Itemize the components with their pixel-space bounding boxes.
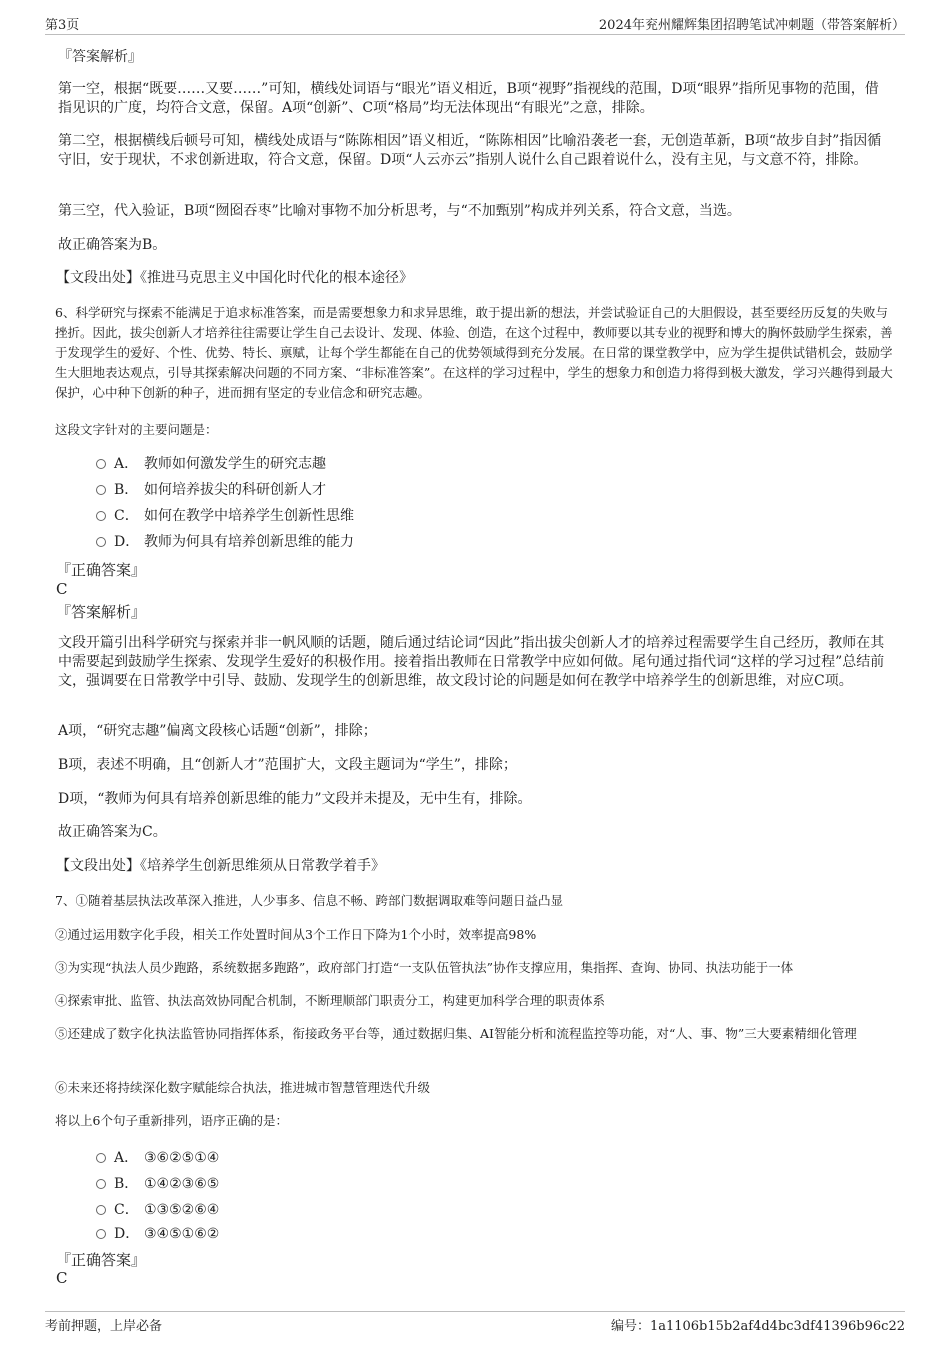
document-id: 编号：1a1106b15b2af4d4bc3df41396b96c22 xyxy=(610,1319,905,1334)
sentence-4: ④探索审批、监管、执法高效协同配合机制，不断理顺部门职责分工，构建更加科学合理的职责体系 xyxy=(55,993,606,1008)
option-a[interactable]: A． ③⑥②⑤①④ xyxy=(96,1148,219,1168)
analysis-label: 『答案解析』 xyxy=(58,49,142,65)
analysis-paragraph: 第三空，代入验证，B项“囫囵吞枣”比喻对事物不加分析思考，与“不加甄别”构成并列关系，符合文意，当选。 xyxy=(58,203,741,219)
radio-icon[interactable] xyxy=(96,537,106,547)
analysis-note-a: A项，“研究志趣”偏离文段核心话题“创新”，排除； xyxy=(58,723,377,739)
correct-answer: C xyxy=(56,580,68,598)
radio-icon[interactable] xyxy=(96,459,106,469)
option-b[interactable]: B． ①④②③⑥⑤ xyxy=(96,1174,219,1194)
analysis-note-b: B项，表述不明确，且“创新人才”范围扩大，文段主题词为“学生”，排除； xyxy=(58,757,517,773)
sentence-1: 7、①随着基层执法改革深入推进，人少事多、信息不畅、跨部门数据调取难等问题日益凸显 xyxy=(55,893,563,908)
correct-answer-label: 『正确答案』 xyxy=(56,1251,147,1269)
radio-icon[interactable] xyxy=(96,1205,106,1215)
option-d[interactable]: D． 教师为何具有培养创新思维的能力 xyxy=(96,532,354,552)
correct-answer-label: 『正确答案』 xyxy=(56,561,147,579)
correct-answer: C xyxy=(56,1269,68,1287)
conclusion: 故正确答案为B。 xyxy=(58,237,167,253)
conclusion: 故正确答案为C。 xyxy=(58,824,167,840)
sentence-3: ③为实现“执法人员少跑路，系统数据多跑路”，政府部门打造“一支队伍管执法”协作支撑应用，集指挥、查询、协同、执法功能于一体 xyxy=(55,960,794,975)
source-note: 【文段出处】《推进马克思主义中国化时代化的根本途径》 xyxy=(56,270,413,286)
page-header xyxy=(45,12,905,35)
question-prompt: 将以上6个句子重新排列，语序正确的是： xyxy=(55,1113,288,1128)
analysis-paragraph: 文段开篇引出科学研究与探索并非一帆风顺的话题，随后通过结论词“因此”指出拔尖创新人才的培养过程需要学生自己经历，教师在其中需要起到鼓励学生探索、发现学生爱好的积极作用。接着指出教师在日常教学中应如何做。尾句通过指代词“这样的学习过程”总结前文，强调要在日常教学中引导、鼓励、发现学生的创新思维，故文段讨论的问题是如何在教学中培养学生的创新思维，对应C项。 xyxy=(58,635,885,689)
sentence-2: ②通过运用数字化手段，相关工作处置时间从3个工作日下降为1个小时，效率提高98% xyxy=(55,927,537,942)
radio-icon[interactable] xyxy=(96,1229,106,1239)
radio-icon[interactable] xyxy=(96,511,106,521)
sentence-6: ⑥未来还将持续深化数字赋能综合执法，推进城市智慧管理迭代升级 xyxy=(55,1080,431,1095)
option-c[interactable]: C． ①③⑤②⑥④ xyxy=(96,1200,219,1220)
analysis-paragraph: 第二空，根据横线后顿号可知，横线处成语与“陈陈相因”语义相近，“陈陈相因”比喻沿袭老一套，无创造革新，B项“故步自封”指因循守旧，安于现状，不求创新进取，符合文意，保留。D项“人云亦云”指别人说什么自己跟着说什么，没有主见，与文意不符，排除。 xyxy=(58,133,882,168)
footer-slogan: 考前押题，上岸必备 xyxy=(45,1319,163,1334)
analysis-note-d: D项，“教师为何具有培养创新思维的能力”文段并未提及，无中生有，排除。 xyxy=(58,791,532,807)
analysis-label: 『答案解析』 xyxy=(56,603,147,621)
document-title: 2024年兖州耀辉集团招聘笔试冲刺题（带答案解析） xyxy=(598,18,905,33)
radio-icon[interactable] xyxy=(96,1153,106,1163)
analysis-paragraph: 第一空，根据“既要……又要……”可知，横线处词语与“眼光”语义相近，B项“视野”指视线的范围，D项“眼界”指所见事物的范围，借指见识的广度，均符合文意，保留。A项“创新”、C项“格局”均无法体现出“有眼光”之意，排除。 xyxy=(58,81,879,116)
page-number: 第3页 xyxy=(45,18,80,33)
option-d[interactable]: D． ③④⑤①⑥② xyxy=(96,1224,219,1244)
question-prompt: 这段文字针对的主要问题是： xyxy=(55,422,218,437)
radio-icon[interactable] xyxy=(96,485,106,495)
option-b[interactable]: B． 如何培养拔尖的科研创新人才 xyxy=(96,480,326,500)
radio-icon[interactable] xyxy=(96,1179,106,1189)
source-note: 【文段出处】《培养学生创新思维须从日常教学着手》 xyxy=(56,858,385,874)
option-c[interactable]: C． 如何在教学中培养学生创新性思维 xyxy=(96,506,354,526)
option-a[interactable]: A． 教师如何激发学生的研究志趣 xyxy=(96,454,326,474)
question-stem: 6、科学研究与探索不能满足于追求标准答案，而是需要想象力和求异思维，敢于提出新的想法，并尝试验证自己的大胆假设，甚至要经历反复的失败与挫折。因此，拔尖创新人才培养往往需要让学生自己去设计、发现、体验、创造，在这个过程中，教师要以其专业的视野和博大的胸怀鼓励学生探索，善于发现学生的爱好、个性、优势、特长、禀赋，让每个学生都能在自己的优势领域得到充分发展。在日常的课堂教学中，应为学生提供试错机会，鼓励学生大胆地表达观点，引导其探索解决问题的不同方案、“非标准答案”。在这样的学习过程中，学生的想象力和创造力将得到极大激发，学习兴趣得到最大保护，心中种下创新的种子，进而拥有坚定的专业信念和研究志趣。 xyxy=(55,305,893,400)
page-footer xyxy=(45,1311,905,1336)
sentence-5: ⑤还建成了数字化执法监管协同指挥体系，衔接政务平台等，通过数据归集、AI智能分析和流程监控等功能，对“人、事、物”三大要素精细化管理 xyxy=(55,1026,857,1041)
